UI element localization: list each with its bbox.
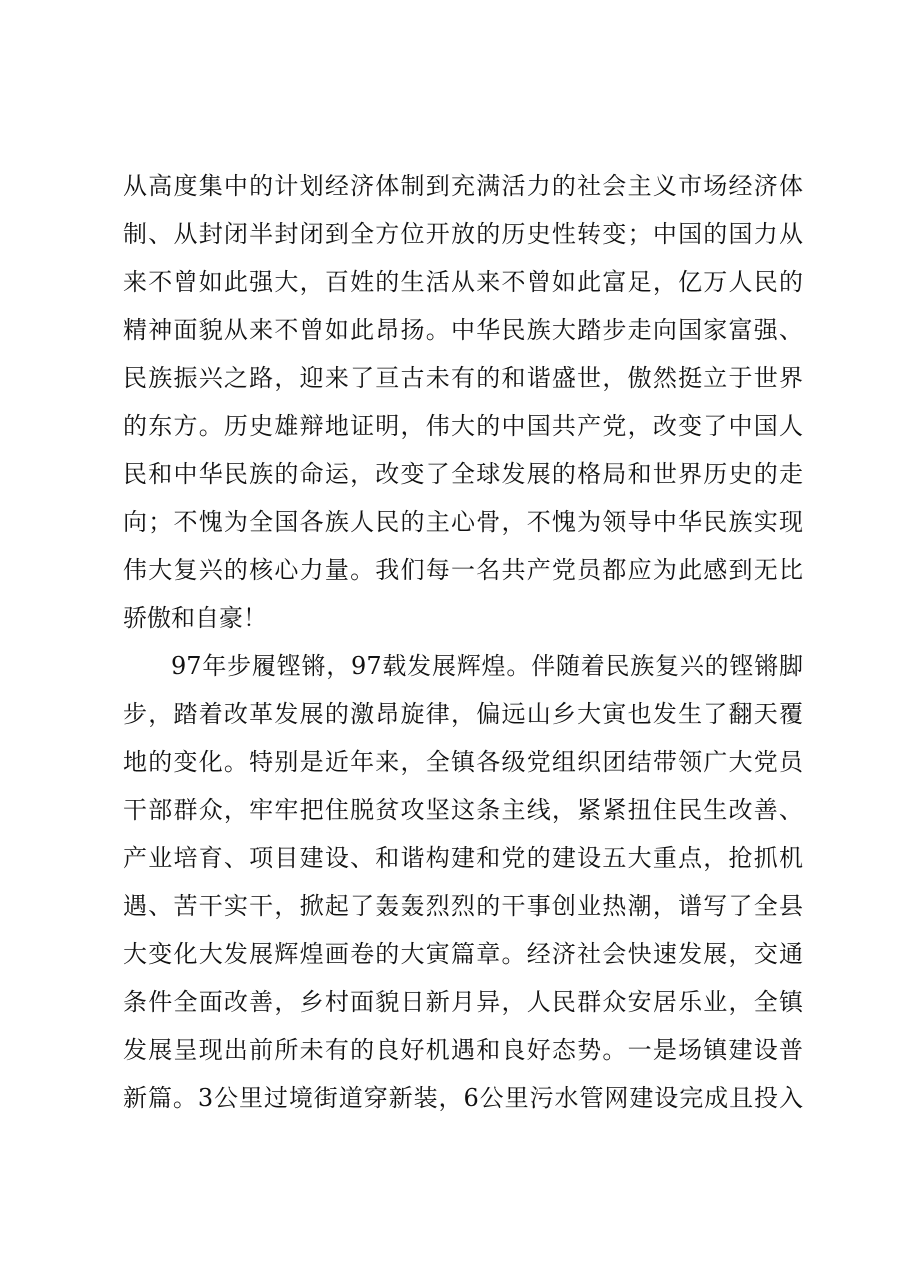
text-line: 从高度集中的计划经济体制到充满活力的社会主义市场经济体 bbox=[123, 172, 803, 200]
text-line: 伟大复兴的核心力量。我们每一名共产党员都应为此感到无比 bbox=[123, 556, 803, 584]
body-text bbox=[123, 162, 803, 1122]
text-line: 来不曾如此强大，百姓的生活从来不曾如此富足，亿万人民的 bbox=[123, 268, 803, 296]
text-line: 遇、苦干实干，掀起了轰轰烈烈的干事创业热潮，谱写了全县 bbox=[123, 892, 803, 920]
text-line: 新篇。3公里过境街道穿新装，6公里污水管网建设完成且投入 bbox=[123, 1084, 803, 1112]
text-line: 干部群众，牢牢把住脱贫攻坚这条主线，紧紧扭住民生改善、 bbox=[123, 796, 803, 824]
text-line: 精神面貌从来不曾如此昂扬。中华民族大踏步走向国家富强、 bbox=[123, 316, 803, 344]
text-line: 步，踏着改革发展的激昂旋律，偏远山乡大寅也发生了翻天覆 bbox=[123, 700, 803, 728]
text-line: 发展呈现出前所未有的良好机遇和良好态势。一是场镇建设普 bbox=[123, 1036, 803, 1064]
text-line: 产业培育、项目建设、和谐构建和党的建设五大重点，抢抓机 bbox=[123, 844, 803, 872]
text-line: 的东方。历史雄辩地证明，伟大的中国共产党，改变了中国人 bbox=[123, 412, 803, 440]
text-line: 大变化大发展辉煌画卷的大寅篇章。经济社会快速发展，交通 bbox=[123, 940, 803, 968]
text-line: 地的变化。特别是近年来，全镇各级党组织团结带领广大党员 bbox=[123, 748, 803, 776]
text-line: 制、从封闭半封闭到全方位开放的历史性转变；中国的国力从 bbox=[123, 220, 803, 248]
text-line: 民和中华民族的命运，改变了全球发展的格局和世界历史的走 bbox=[123, 460, 803, 488]
text-line: 骄傲和自豪！ bbox=[123, 604, 267, 632]
text-line: 向；不愧为全国各族人民的主心骨，不愧为领导中华民族实现 bbox=[123, 508, 803, 536]
text-line: 条件全面改善，乡村面貌日新月异，人民群众安居乐业，全镇 bbox=[123, 988, 803, 1016]
text-line: 民族振兴之路，迎来了亘古未有的和谐盛世，傲然挺立于世界 bbox=[123, 364, 803, 392]
paragraph-first-line: 97年步履铿锵，97载发展辉煌。伴随着民族复兴的铿锵脚 bbox=[171, 652, 803, 680]
